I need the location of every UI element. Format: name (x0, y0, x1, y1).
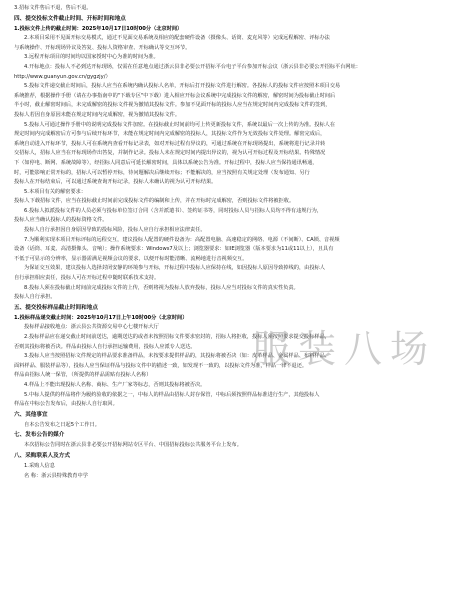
text-line: 投标人自行承担。 (14, 294, 56, 301)
text-line: 名 称：浙云县特殊教育中学 (24, 472, 88, 479)
section-heading: 八、采购联系人及方式 (14, 452, 70, 459)
text-line: 样品由招标人统一保管，（所提供的样品需贴有投标人名称） (14, 372, 152, 379)
text-line: 否则其投标将被否决。样品由投标人自行承担运输费用，投标人应派专人送达。 (14, 343, 196, 350)
text-line: 7.为顺利实现本项目开标评标的远程交互，建议投标人配置的硬件设备为：高配置电脑、高速稳定的网络、电源（不间断）、CA锁、音视频 (24, 236, 340, 243)
text-line: 投标人自行承担因自身原因导致的投标风险，投标人应自行承担相应法律责任。 (24, 227, 206, 234)
text-line: 1.采购人信息 (24, 462, 55, 469)
text-line: 8.投标人须在投标截止时间前完成投标文件的上传，否则将视为投标人放弃投标，投标人应当对投标文件的真实性负责。 (24, 284, 299, 291)
text-line: 半小时，截止解密时间后，未完成解密的投标文件视为撤销其投标文件。参加不见面开标的投标人应当在规定时间内完成投标文件的签到， (14, 102, 331, 109)
text-line: 投标人若因自身原因未能在规定时间内完成解密，视为撤销其投标文件。 (14, 111, 181, 118)
text-line: 3.远程开标项目的时间均以国家授时中心为准的时间为准。 (24, 54, 159, 61)
text-line: 自行承担相应责任，投标人可在开标过程中随时联系技术支持。 (14, 275, 160, 282)
section-heading: 六、其他事宜 (14, 411, 48, 418)
text-line: 2.投标样品应在递交截止时间前送达，逾期送达的或者未按照招标文件要求密封的，招标人将拒收，投标人须按照要求提交投标样品， (24, 334, 330, 340)
text-line: 4.开标地点：投标人不必到达开标现场，仅需在任意地点通过浙云县非必要公开招标平台电子平台参加开标会议（浙云县非必要公开招标平台网址： (24, 63, 361, 70)
text-line: 不低于可显示的分辨率，显示器需满足视频会议的要求，以便开标时能清晰、流畅地进行音视频交互。 (14, 255, 248, 262)
text-line: 时，可能影响正常开标的，招标人可以暂停开标，待问题解决后继续开标；不能解决的，应当按照有关规定处理（发布通知、另行 (14, 169, 310, 176)
text-line: 4.样品上不能出现投标人名称、商标、生产厂家等标志，否则其投标将被否决。 (24, 381, 206, 388)
text-line: 与系统操作、开标现场异议及答复、投标人资格审查、开标确认等交互环节。 (14, 44, 191, 51)
text-line: 1.投标文件上传的截止时间：2025年10月17日10时00分（北京时间） (14, 25, 183, 32)
text-line: 投标人应当确认投标人的投标资格文件。 (14, 217, 108, 224)
text-line: 5.投标人可通过操作手册中的说明完成投标文件加密。在投标截止时间前均可上传更新投标文件，系统以最后一次上传的为准。投标人在 (24, 121, 336, 128)
text-line: 为保证交互效果，建议投标人选择封闭安静的环境参与开标，开标过程中投标人应保持在线，如因投标人原因导致掉线的，由投标人 (24, 265, 325, 272)
text-line: 面料样品、服装样品等），投标人应当保证样品与投标文件中的描述一致，如发现不一致的，以投标文件为准，样品一律不退还。 (14, 362, 308, 369)
text-line: 3.投标人应当按照招标文件规定的样品要求准备样品，未按要求提供样品的，其投标将被否决（如：皮革样品、金属样品、布料样品、 (24, 353, 330, 360)
text-line: 设备（话筒、耳麦、高清摄像头、音响）；操作系统要求：Windows7及以上；浏览器要求：如IE浏览器（版本要求为11或11以上），且具有 (14, 246, 334, 253)
text-line: 本次招标公告同时在浙云县非必要公开招标网站专区平台、中国招标投标公共服务平台上发布。 (24, 442, 242, 449)
section-heading: 四、提交投标文件截止时间、开标时间和地点 (14, 15, 126, 22)
text-line: 3.招标文件售后不退，售后不退。 (14, 5, 92, 11)
section-heading: 七、发布公告的媒介 (14, 432, 65, 439)
text-line: 5.中标人提供的样品将作为履约验收的依据之一，中标人的样品由招标人封存保管，中标后须按照样品标准进行生产，其他投标人 (24, 391, 320, 398)
watermark: 服装八场 (252, 327, 437, 371)
text-line: 投标人下载招标文件，应当在投标截止时间前完成投标文件的编制和上传，并在开标时完成解密，否则投标文件将被拒收。 (14, 198, 295, 205)
text-line: 投标人在开标结束后，可以通过系统查询开标记录，投标人未确认的视为认可开标结果。 (14, 179, 217, 186)
text-line: 系统推荐，根据操作手册（请在办事指南中的"下载专区"中下载）进入相应开标会议系统中完成投标文件的解密，解密时间为投标截止时间后 (14, 92, 336, 99)
text-line: 1.投标样品递交截止时间：2025年10月17日上午10时00分（北京时间） (14, 314, 188, 321)
section-heading: 五、提交投标样品截止时间和地点 (14, 304, 98, 311)
text-line: 规定时间内完成解密后方可参与后续开标环节，未能在规定时间内完成解密的投标人，其投标文件作为无效投标文件处理。解密完成后， (14, 131, 326, 138)
text-line: 5.投标文件递交截止时间后，投标人应当在系统内确认投标人名单，开标后打开投标文件进行解密。各投标人的投标文件应按照本项目交易 (24, 83, 341, 90)
text-line: http://www.guanyun.gov.cn/gygzjy/） (14, 73, 111, 80)
text-line: 6.投标人拟派投标文件的人员必须与投标单位签订合同（含并派遣书）、签约证书等，同时投标人员与招标人员均不得有违规行为， (24, 207, 323, 214)
text-line: 2.本项目采用不见面开标交易模式，通过不见面交易系统及相应的配套硬件设备（摄像头、话筒、麦克风等）完成远程解密、评标办法 (24, 35, 330, 42)
text-line: 下（如停电、断网、系统故障等），经招标人同意后可延长解密时间，具体以系统公告为准。开标过程中，投标人应当保持通讯畅通， (14, 159, 318, 166)
text-line: 自本公告发布之日起5个工作日。 (24, 421, 100, 428)
text-line: 交招标人，招标人应当在开标现场作出答复，并制作记录。投标人未在规定时间内提出异议的，视为认可开标过程及开标结果。特殊情况 (14, 150, 326, 157)
text-line: 投标样品接收地点：浙云县公共资源交易中心七楼开标大厅 (24, 324, 159, 331)
text-line: 样品在中标公告发布后，由投标人自行取回。 (14, 401, 118, 408)
text-line: 5.本项目有关的解密要求： (24, 188, 87, 195)
text-line: 系统自动进入开标环节，投标人可在系统内查看开标记录表，如对开标过程有异议的，可通过系统在开标现场提出，系统将进行记录并转 (14, 140, 326, 147)
